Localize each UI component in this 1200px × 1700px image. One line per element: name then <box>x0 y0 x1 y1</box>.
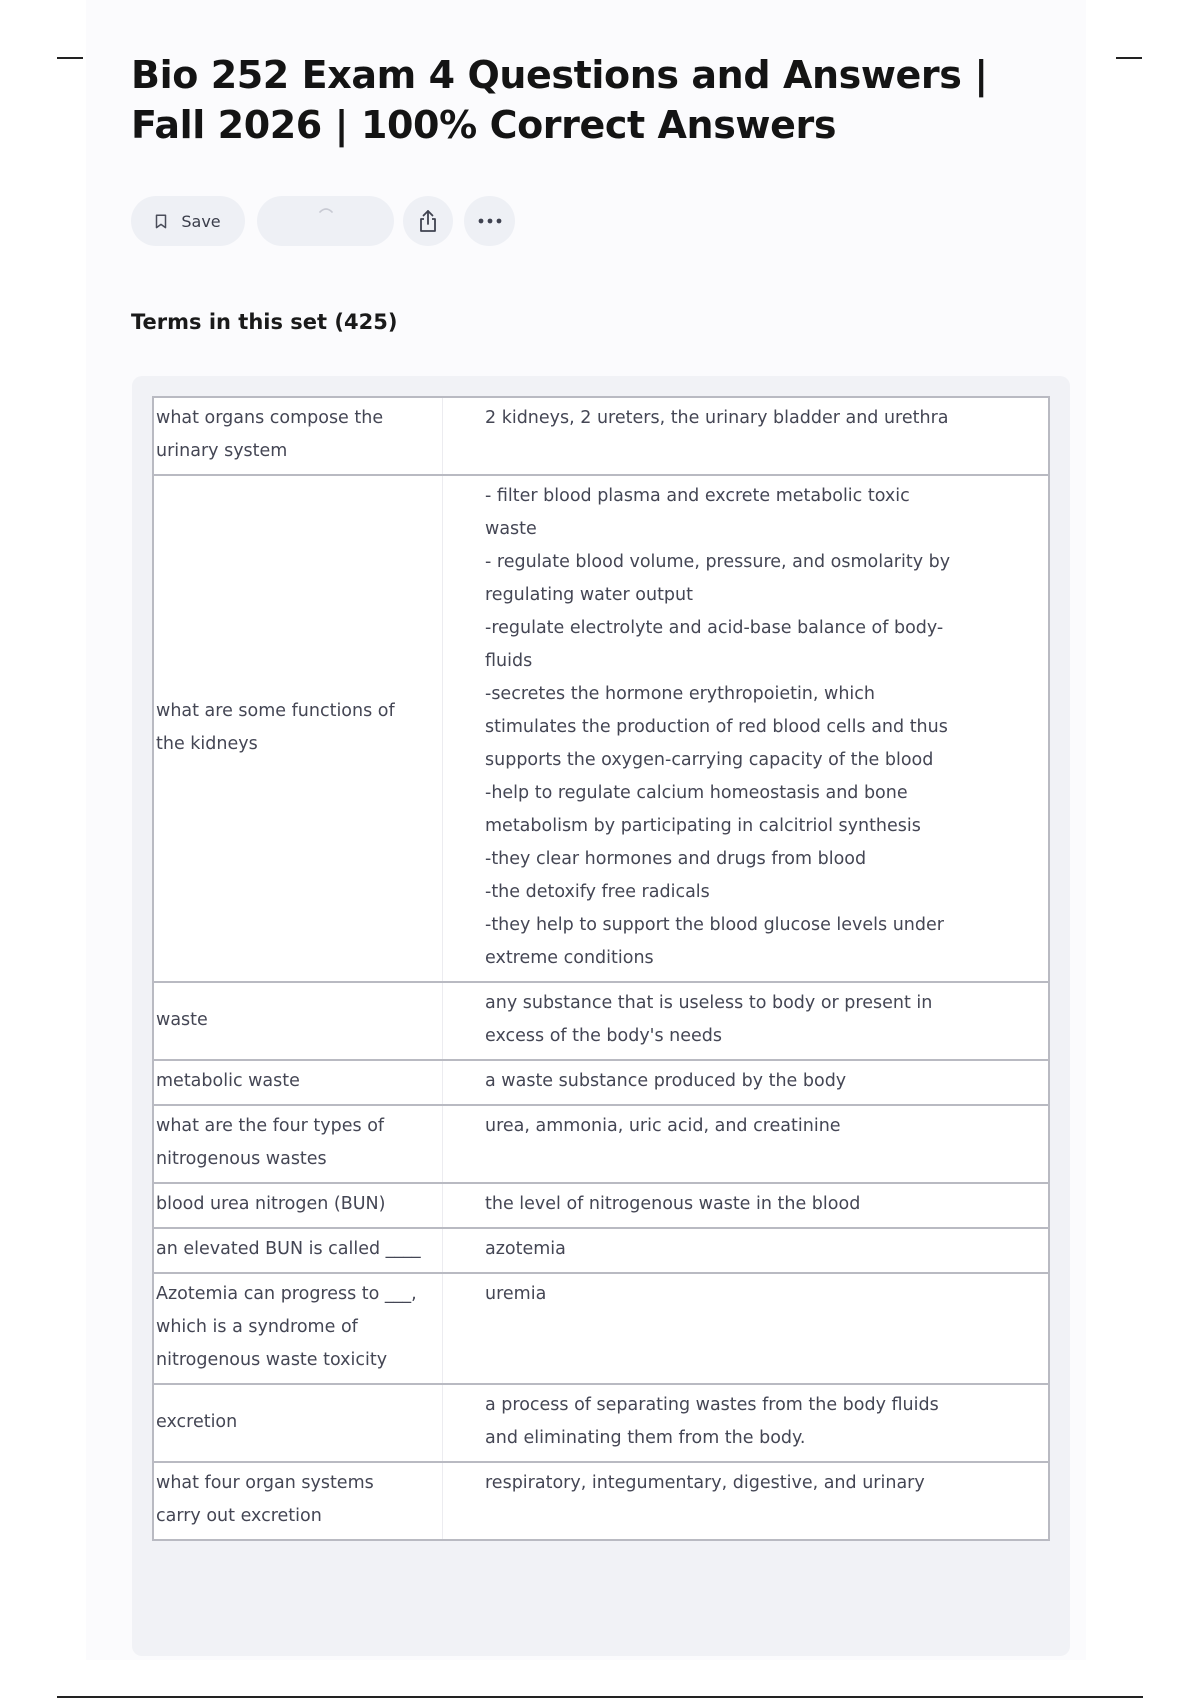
terms-table <box>152 396 1050 1541</box>
definition-cell <box>443 1273 1050 1384</box>
definition-cell <box>443 1462 1050 1540</box>
definition-cell <box>443 1183 1050 1228</box>
definition-cell <box>443 1228 1050 1273</box>
term-text: blood urea nitrogen (BUN) <box>156 1194 386 1214</box>
term-row <box>153 1105 1049 1183</box>
term-cell <box>153 1228 443 1273</box>
term-cell <box>153 475 443 982</box>
term-text: what are the four types of nitrogenous wastes <box>156 1116 385 1169</box>
definition-cell <box>443 475 1050 982</box>
definition-text: azotemia <box>485 1239 566 1259</box>
loading-spinner-icon <box>318 207 334 213</box>
term-row <box>153 1462 1049 1540</box>
term-text: excretion <box>156 1411 238 1432</box>
loading-button[interactable] <box>257 196 394 246</box>
definition-text: the level of nitrogenous waste in the blood <box>485 1194 861 1214</box>
term-row <box>153 1183 1049 1228</box>
terms-heading <box>131 310 397 334</box>
term-cell <box>153 1462 443 1540</box>
definition-text: respiratory, integumentary, digestive, and urinary <box>485 1473 925 1493</box>
terms-heading-label: Terms in this set <box>131 310 328 334</box>
term-row <box>153 1228 1049 1273</box>
term-cell <box>153 1183 443 1228</box>
corner-mark-right <box>1116 57 1142 59</box>
term-text: what organs compose the urinary system <box>156 408 384 461</box>
term-text: what are some functions of the kidneys <box>156 700 395 754</box>
term-row <box>153 1060 1049 1105</box>
bottom-rule <box>57 1696 1143 1698</box>
term-cell <box>153 1060 443 1105</box>
definition-text: 2 kidneys, 2 ureters, the urinary bladder and urethra <box>485 408 949 428</box>
definition-cell <box>443 982 1050 1060</box>
save-button-label: Save <box>181 211 221 231</box>
definition-cell <box>443 1060 1050 1105</box>
term-cell <box>153 1384 443 1462</box>
definition-cell <box>443 397 1050 475</box>
term-text: Azotemia can progress to ___, which is a syndrome of nitrogenous waste toxicity <box>156 1284 417 1370</box>
term-cell <box>153 982 443 1060</box>
term-text: an elevated BUN is called ____ <box>156 1239 421 1259</box>
term-row <box>153 982 1049 1060</box>
term-row <box>153 397 1049 475</box>
more-dots-icon <box>478 218 502 224</box>
term-text: metabolic waste <box>156 1071 300 1091</box>
definition-text: any substance that is useless to body or present in excess of the body's needs <box>485 993 933 1046</box>
save-button[interactable] <box>131 196 245 246</box>
definition-cell <box>443 1384 1050 1462</box>
term-cell <box>153 397 443 475</box>
term-cell <box>153 1273 443 1384</box>
terms-count: (425) <box>334 310 398 334</box>
term-cell <box>153 1105 443 1183</box>
share-icon <box>417 209 439 233</box>
term-text: waste <box>156 1009 208 1030</box>
term-text: what four organ systems carry out excretion <box>156 1473 374 1526</box>
definition-text: - filter blood plasma and excrete metabolic toxic waste - regulate blood volume, pressure, and osmolarity by regulating water output -regulate electrolyte and acid-base balance of body-fluids -secretes the hormone erythropoietin, which stimulates the production of red blood cells and thus supports the oxygen-carrying capacity of the blood -help to regulate calcium homeostasis and bone metabolism by participating in calcitriol synthesis -they clear hormones and drugs from blood -the detoxify free radicals -they help to support the blood glucose levels under extreme conditions <box>485 486 951 968</box>
more-options-button[interactable] <box>464 196 515 246</box>
term-row <box>153 1384 1049 1462</box>
definition-text: uremia <box>485 1284 547 1304</box>
term-row <box>153 1273 1049 1384</box>
definition-text: a waste substance produced by the body <box>485 1071 847 1091</box>
bookmark-icon <box>155 214 167 229</box>
corner-mark-left <box>57 57 83 59</box>
share-button[interactable] <box>403 196 453 246</box>
term-row <box>153 475 1049 982</box>
definition-text: a process of separating wastes from the body fluids and eliminating them from the body. <box>485 1395 939 1448</box>
definition-text: urea, ammonia, uric acid, and creatinine <box>485 1116 841 1136</box>
page-title: Bio 252 Exam 4 Questions and Answers | Fall 2026 | 100% Correct Answers <box>131 53 988 147</box>
definition-cell <box>443 1105 1050 1183</box>
